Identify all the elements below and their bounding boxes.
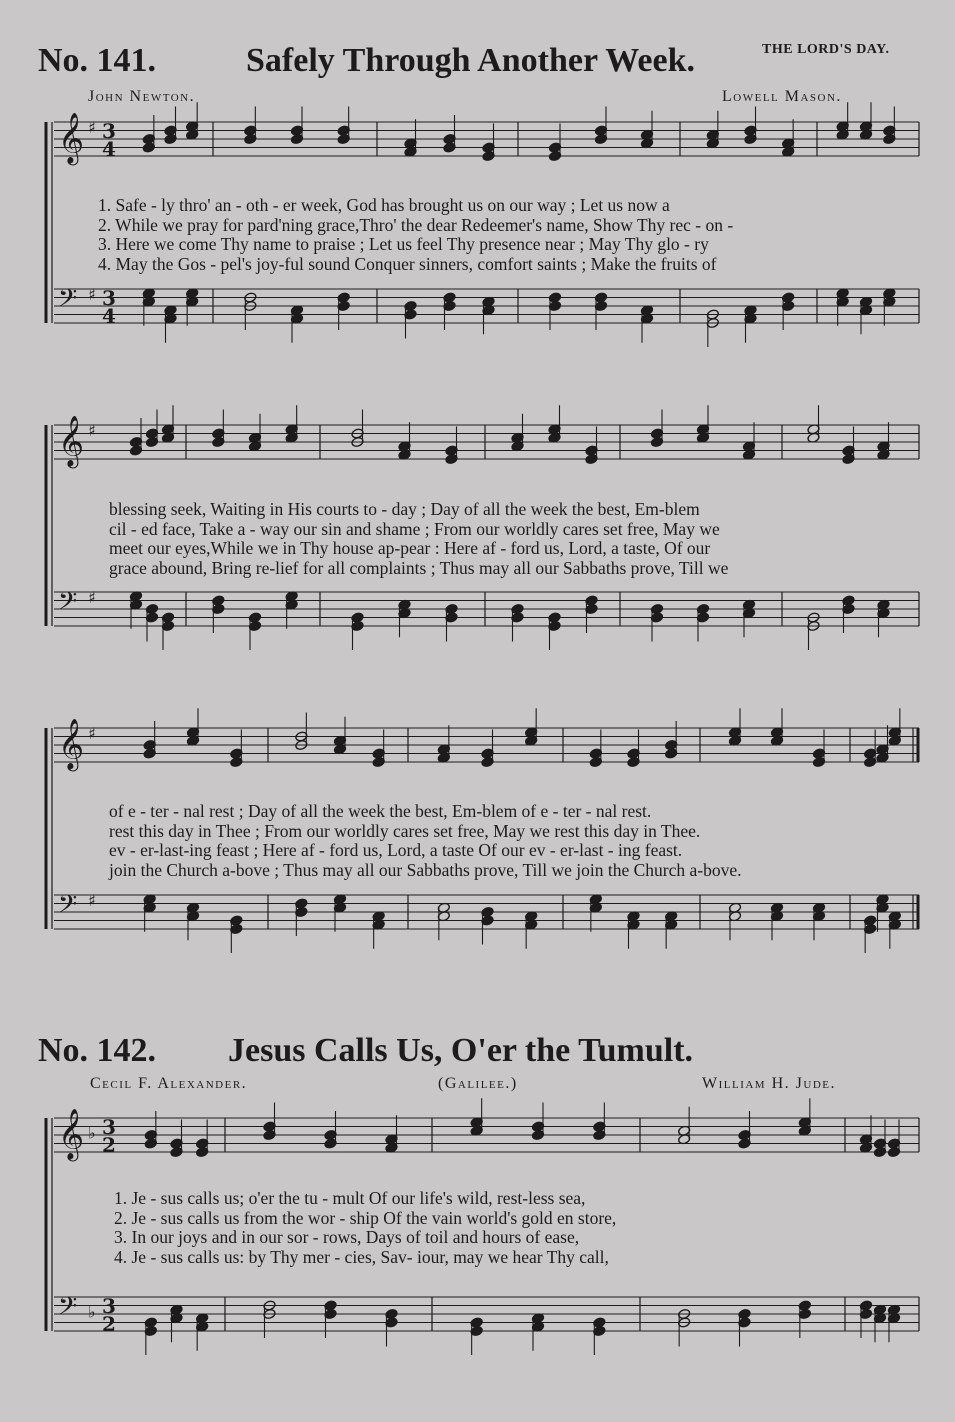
time-signature-top: 3 — [102, 119, 116, 143]
lyric-line: of e - ter - nal rest ; Day of all the week the best, Em-blem of e - ter - nal rest. — [109, 801, 652, 821]
treble-clef: 𝄞 — [58, 112, 85, 164]
sharp-sign: ♯ — [88, 285, 96, 305]
lyrics-block — [98, 196, 733, 275]
time-signature-top: 3 — [102, 286, 116, 310]
lyric-line: 3. Here we come Thy name to praise ; Let us feel Thy presence near ; May Thy glo - ry — [98, 234, 709, 255]
hymn-author: John Newton. — [88, 88, 196, 105]
time-signature-bottom: 2 — [102, 1133, 116, 1157]
flat-sign: ♭ — [88, 1302, 96, 1322]
hymn-author: Cecil F. Alexander. — [90, 1075, 248, 1092]
flat-sign: ♭ — [88, 1123, 96, 1143]
bass-clef: 𝄢 — [58, 284, 78, 320]
hymn-number: No. 141. — [38, 42, 157, 79]
lyric-line: 2. While we pray for pard'ning grace,Thro' the dear Redeemer's name, Show Thy rec - on - — [98, 214, 734, 235]
lyric-line: 1. Safe - ly thro' an - oth - er week, God has brought us on our way ; Let us now a — [98, 195, 670, 215]
lyrics-block — [109, 802, 742, 881]
lyric-line: 2. Je - sus calls us from the wor - ship Of the vain world's gold en store, — [114, 1207, 617, 1228]
lyrics-block — [114, 1189, 616, 1268]
sharp-sign: ♯ — [88, 118, 96, 138]
sharp-sign: ♯ — [88, 724, 96, 744]
lyric-line: cil - ed face, Take a - way our sin and shame ; From our worldly cares set free, May we — [109, 518, 720, 539]
time-signature-bottom: 4 — [102, 304, 116, 328]
time-signature-top: 3 — [102, 1294, 116, 1318]
hymn-composer: Lowell Mason. — [722, 88, 842, 105]
lyric-line: rest this day in Thee ; From our worldly cares set free, May we rest this day in Thee. — [109, 820, 701, 841]
lyric-line: ev - er-last-ing feast ; Here af - ford us, Lord, a taste Of our ev - er-last - ing feast. — [109, 840, 683, 861]
sharp-sign: ♯ — [88, 421, 96, 441]
hymn-composer: William H. Jude. — [702, 1075, 836, 1092]
hymn-title: Jesus Calls Us, O'er the Tumult. — [228, 1032, 694, 1069]
lyric-line: 1. Je - sus calls us; o'er the tu - mult Of our life's wild, rest-less sea, — [114, 1188, 586, 1208]
lyric-line: 4. May the Gos - pel's joy-ful sound Conquer sinners, comfort saints ; Make the fruits of — [98, 254, 717, 275]
hymn-title: Safely Through Another Week. — [246, 42, 696, 79]
treble-clef: 𝄞 — [58, 718, 85, 770]
lyric-line: 4. Je - sus calls us: by Thy mer - cies, Sav- iour, may we hear Thy call, — [114, 1247, 609, 1268]
hymn-tune: (Galilee.) — [438, 1075, 518, 1092]
lyric-line: join the Church a-bove ; Thus may all our Sabbaths prove, Till we join the Church a-bove. — [109, 860, 742, 881]
lyric-line: blessing seek, Waiting in His courts to - day ; Day of all the week the best, Em-blem — [109, 499, 700, 519]
time-signature-top: 3 — [102, 1115, 116, 1139]
bass-clef: 𝄢 — [58, 587, 78, 623]
lyric-line: 3. In our joys and in our sor - rows, Days of toil and hours of ease, — [114, 1227, 580, 1248]
lyric-line: grace abound, Bring re-lief for all complaints ; Thus may all our Sabbaths prove, Till we — [109, 558, 729, 579]
sharp-sign: ♯ — [88, 588, 96, 608]
lyrics-block — [109, 500, 728, 579]
bass-clef: 𝄢 — [58, 890, 78, 926]
time-signature-bottom: 2 — [102, 1312, 116, 1336]
sharp-sign: ♯ — [88, 891, 96, 911]
hymn-number: No. 142. — [38, 1032, 157, 1069]
treble-clef: 𝄞 — [58, 1108, 85, 1160]
time-signature-bottom: 4 — [102, 137, 116, 161]
treble-clef: 𝄞 — [58, 415, 85, 467]
bass-clef: 𝄢 — [58, 1292, 78, 1328]
lyric-line: meet our eyes,While we in Thy house ap-pear : Here af - ford us, Lord, a taste, Of our — [109, 538, 711, 559]
hymn-topic: THE LORD'S DAY. — [762, 42, 890, 57]
